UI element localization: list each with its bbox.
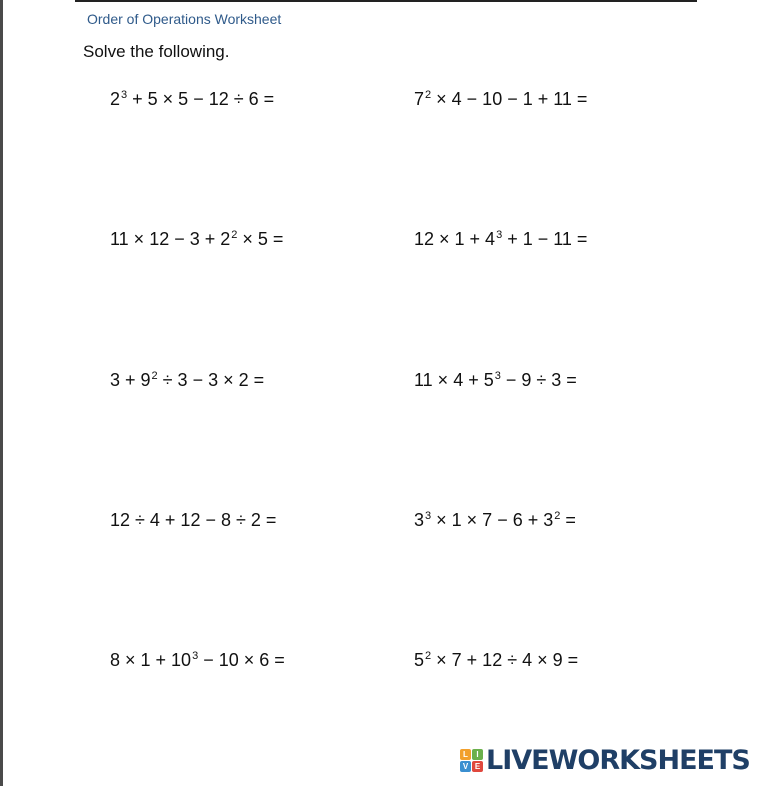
problem-10-part: × 7 + 12 ÷ 4 × 9 = bbox=[431, 650, 579, 670]
problem-4 bbox=[414, 228, 587, 253]
problem-9-part: 8 × 1 + 10 bbox=[110, 650, 192, 670]
liveworksheets-logo-icon bbox=[460, 749, 483, 772]
problem-8-part: 3 bbox=[414, 510, 425, 530]
page-left-edge bbox=[0, 0, 3, 786]
problem-2-part: × 4 − 10 − 1 + 11 = bbox=[431, 89, 588, 109]
problem-9-exponent: 3 bbox=[192, 650, 199, 662]
logo-mark-letter: I bbox=[472, 749, 483, 760]
instructions-text: Solve the following. bbox=[83, 42, 230, 61]
problem-3-part: 11 × 12 − 3 + 2 bbox=[110, 229, 231, 249]
problem-3 bbox=[110, 228, 283, 253]
problem-2 bbox=[414, 88, 587, 113]
problem-4-exponent: 3 bbox=[496, 229, 503, 241]
problem-3-exponent: 2 bbox=[231, 229, 238, 241]
problem-7 bbox=[110, 509, 276, 531]
problem-8 bbox=[414, 509, 576, 534]
header-rule bbox=[75, 0, 697, 2]
problem-10-part: 5 bbox=[414, 650, 425, 670]
problem-2-exponent: 2 bbox=[425, 89, 432, 101]
liveworksheets-logo-text: LIVEWORKSHEETS bbox=[486, 744, 750, 776]
problem-6 bbox=[414, 369, 577, 394]
problem-5-part: 3 + 9 bbox=[110, 370, 151, 390]
problem-6-part: 11 × 4 + 5 bbox=[414, 370, 494, 390]
problem-1-part: + 5 × 5 − 12 ÷ 6 = bbox=[127, 89, 275, 109]
problem-5 bbox=[110, 369, 264, 394]
problem-6-exponent: 3 bbox=[494, 370, 501, 382]
liveworksheets-logo[interactable] bbox=[460, 744, 750, 776]
problem-5-part: ÷ 3 − 3 × 2 = bbox=[157, 370, 265, 390]
problem-1 bbox=[110, 88, 274, 113]
problem-5-exponent: 2 bbox=[151, 370, 158, 382]
problem-1-part: 2 bbox=[110, 89, 121, 109]
problem-8-exponent: 3 bbox=[425, 510, 432, 522]
problem-6-part: − 9 ÷ 3 = bbox=[500, 370, 577, 390]
problem-8-exponent: 2 bbox=[554, 510, 561, 522]
problem-4-part: + 1 − 11 = bbox=[502, 229, 588, 249]
logo-mark-letter: L bbox=[460, 749, 471, 760]
problem-2-part: 7 bbox=[414, 89, 425, 109]
logo-mark-letter: E bbox=[472, 761, 483, 772]
logo-mark-letter: V bbox=[460, 761, 471, 772]
problem-10 bbox=[414, 649, 578, 674]
problem-8-part: × 1 × 7 − 6 + 3 bbox=[431, 510, 554, 530]
problem-7-part: 12 ÷ 4 + 12 − 8 ÷ 2 = bbox=[110, 510, 277, 530]
problem-9-part: − 10 × 6 = bbox=[198, 650, 285, 670]
problem-4-part: 12 × 1 + 4 bbox=[414, 229, 496, 249]
worksheet-header-title: Order of Operations Worksheet bbox=[87, 11, 282, 27]
problem-10-exponent: 2 bbox=[425, 650, 432, 662]
problem-3-part: × 5 = bbox=[237, 229, 284, 249]
problem-8-part: = bbox=[560, 510, 576, 530]
problem-1-exponent: 3 bbox=[121, 89, 128, 101]
problem-9 bbox=[110, 649, 285, 674]
